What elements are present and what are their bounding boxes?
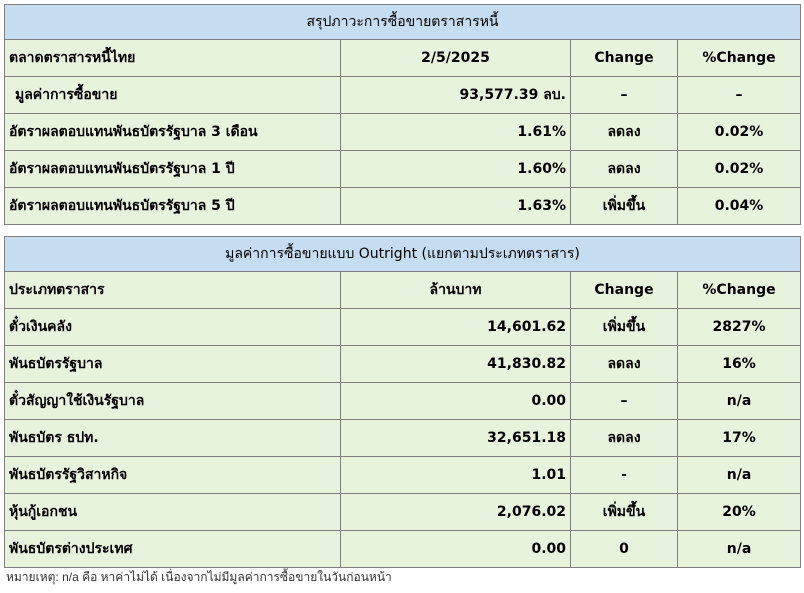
- row-label: อัตราผลตอบแทนพันธบัตรรัฐบาล 3 เดือน: [5, 114, 341, 150]
- row-label: อัตราผลตอบแทนพันธบัตรรัฐบาล 5 ปี: [5, 188, 341, 224]
- row-change: –: [571, 77, 678, 113]
- row-value: 2,076.02: [341, 494, 571, 530]
- row-value: 1.61%: [341, 114, 571, 150]
- row-label: พันธบัตร ธปท.: [5, 420, 341, 456]
- row-label: ตั๋วสัญญาใช้เงินรัฐบาล: [5, 383, 341, 419]
- row-pct-change: –: [735, 87, 743, 103]
- row-change: ลดลง: [571, 346, 678, 382]
- table-row: [5, 383, 800, 420]
- table-row: [5, 77, 800, 114]
- table-row: [5, 114, 800, 151]
- row-change: เพิ่มขึ้น: [571, 309, 678, 345]
- row-pct-change: n/a: [726, 541, 752, 557]
- row-change: -: [571, 457, 678, 493]
- header-cell: ตลาดตราสารหนี้ไทย: [5, 40, 341, 76]
- row-pct-change: 0.02%: [714, 124, 764, 140]
- row-value: 1.01: [341, 457, 571, 493]
- header-cell-change: Change: [571, 40, 678, 76]
- row-label: พันธบัตรรัฐบาล: [5, 346, 341, 382]
- row-pct-change: n/a: [726, 467, 752, 483]
- row-value: 0.00: [341, 383, 571, 419]
- table-row: [5, 494, 800, 531]
- row-value: 93,577.39 ลบ.: [341, 77, 571, 113]
- row-value: 1.63%: [341, 188, 571, 224]
- summary-header-row: [5, 40, 800, 77]
- header-cell-pct-change: %Change: [702, 282, 776, 298]
- row-change: เพิ่มขึ้น: [571, 188, 678, 224]
- row-label: พันธบัตรรัฐวิสาหกิจ: [5, 457, 341, 493]
- row-pct-change: 20%: [722, 504, 756, 520]
- row-label: หุ้นกู้เอกชน: [5, 494, 341, 530]
- header-cell-date: 2/5/2025: [341, 40, 571, 76]
- row-pct-change: 0.02%: [714, 161, 764, 177]
- outright-header-row: [5, 272, 800, 309]
- row-value: 32,651.18: [341, 420, 571, 456]
- table-row: [5, 420, 800, 457]
- header-cell-pct-change: %Change: [702, 50, 776, 66]
- header-cell-type: ประเภทตราสาร: [5, 272, 341, 308]
- row-label: มูลค่าการซื้อขาย: [5, 77, 341, 113]
- row-value: 41,830.82: [341, 346, 571, 382]
- row-pct-change: 17%: [722, 430, 756, 446]
- row-pct-change: 16%: [722, 356, 756, 372]
- row-pct-change: 2827%: [712, 319, 766, 335]
- table-row: [5, 188, 800, 224]
- row-value: 0.00: [341, 531, 571, 567]
- row-value: 1.60%: [341, 151, 571, 187]
- row-value: 14,601.62: [341, 309, 571, 345]
- table-row: [5, 151, 800, 188]
- row-change: ลดลง: [571, 114, 678, 150]
- row-change: ลดลง: [571, 420, 678, 456]
- header-cell-change: Change: [571, 272, 678, 308]
- row-change: –: [571, 383, 678, 419]
- summary-title: สรุปภาวะการซื้อขายตราสารหนี้: [5, 5, 800, 40]
- table-row: [5, 531, 800, 567]
- outright-table: [4, 236, 801, 568]
- outright-title: มูลค่าการซื้อขายแบบ Outright (แยกตามประเภทตราสาร): [5, 237, 800, 272]
- row-label: พันธบัตรต่างประเทศ: [5, 531, 341, 567]
- table-row: [5, 457, 800, 494]
- row-label: อัตราผลตอบแทนพันธบัตรรัฐบาล 1 ปี: [5, 151, 341, 187]
- summary-table: [4, 4, 801, 225]
- table-row: [5, 309, 800, 346]
- row-change: ลดลง: [571, 151, 678, 187]
- table-row: [5, 346, 800, 383]
- row-change: เพิ่มขึ้น: [571, 494, 678, 530]
- header-cell-million-baht: ล้านบาท: [341, 272, 571, 308]
- row-pct-change: 0.04%: [714, 198, 764, 214]
- row-pct-change: n/a: [726, 393, 752, 409]
- row-change: 0: [571, 531, 678, 567]
- footnote: หมายเหตุ: n/a คือ หาค่าไม่ได้ เนื่องจากไม่มีมูลค่าการซื้อขายในวันก่อนหน้า: [6, 570, 392, 584]
- row-label: ตั๋วเงินคลัง: [5, 309, 341, 345]
